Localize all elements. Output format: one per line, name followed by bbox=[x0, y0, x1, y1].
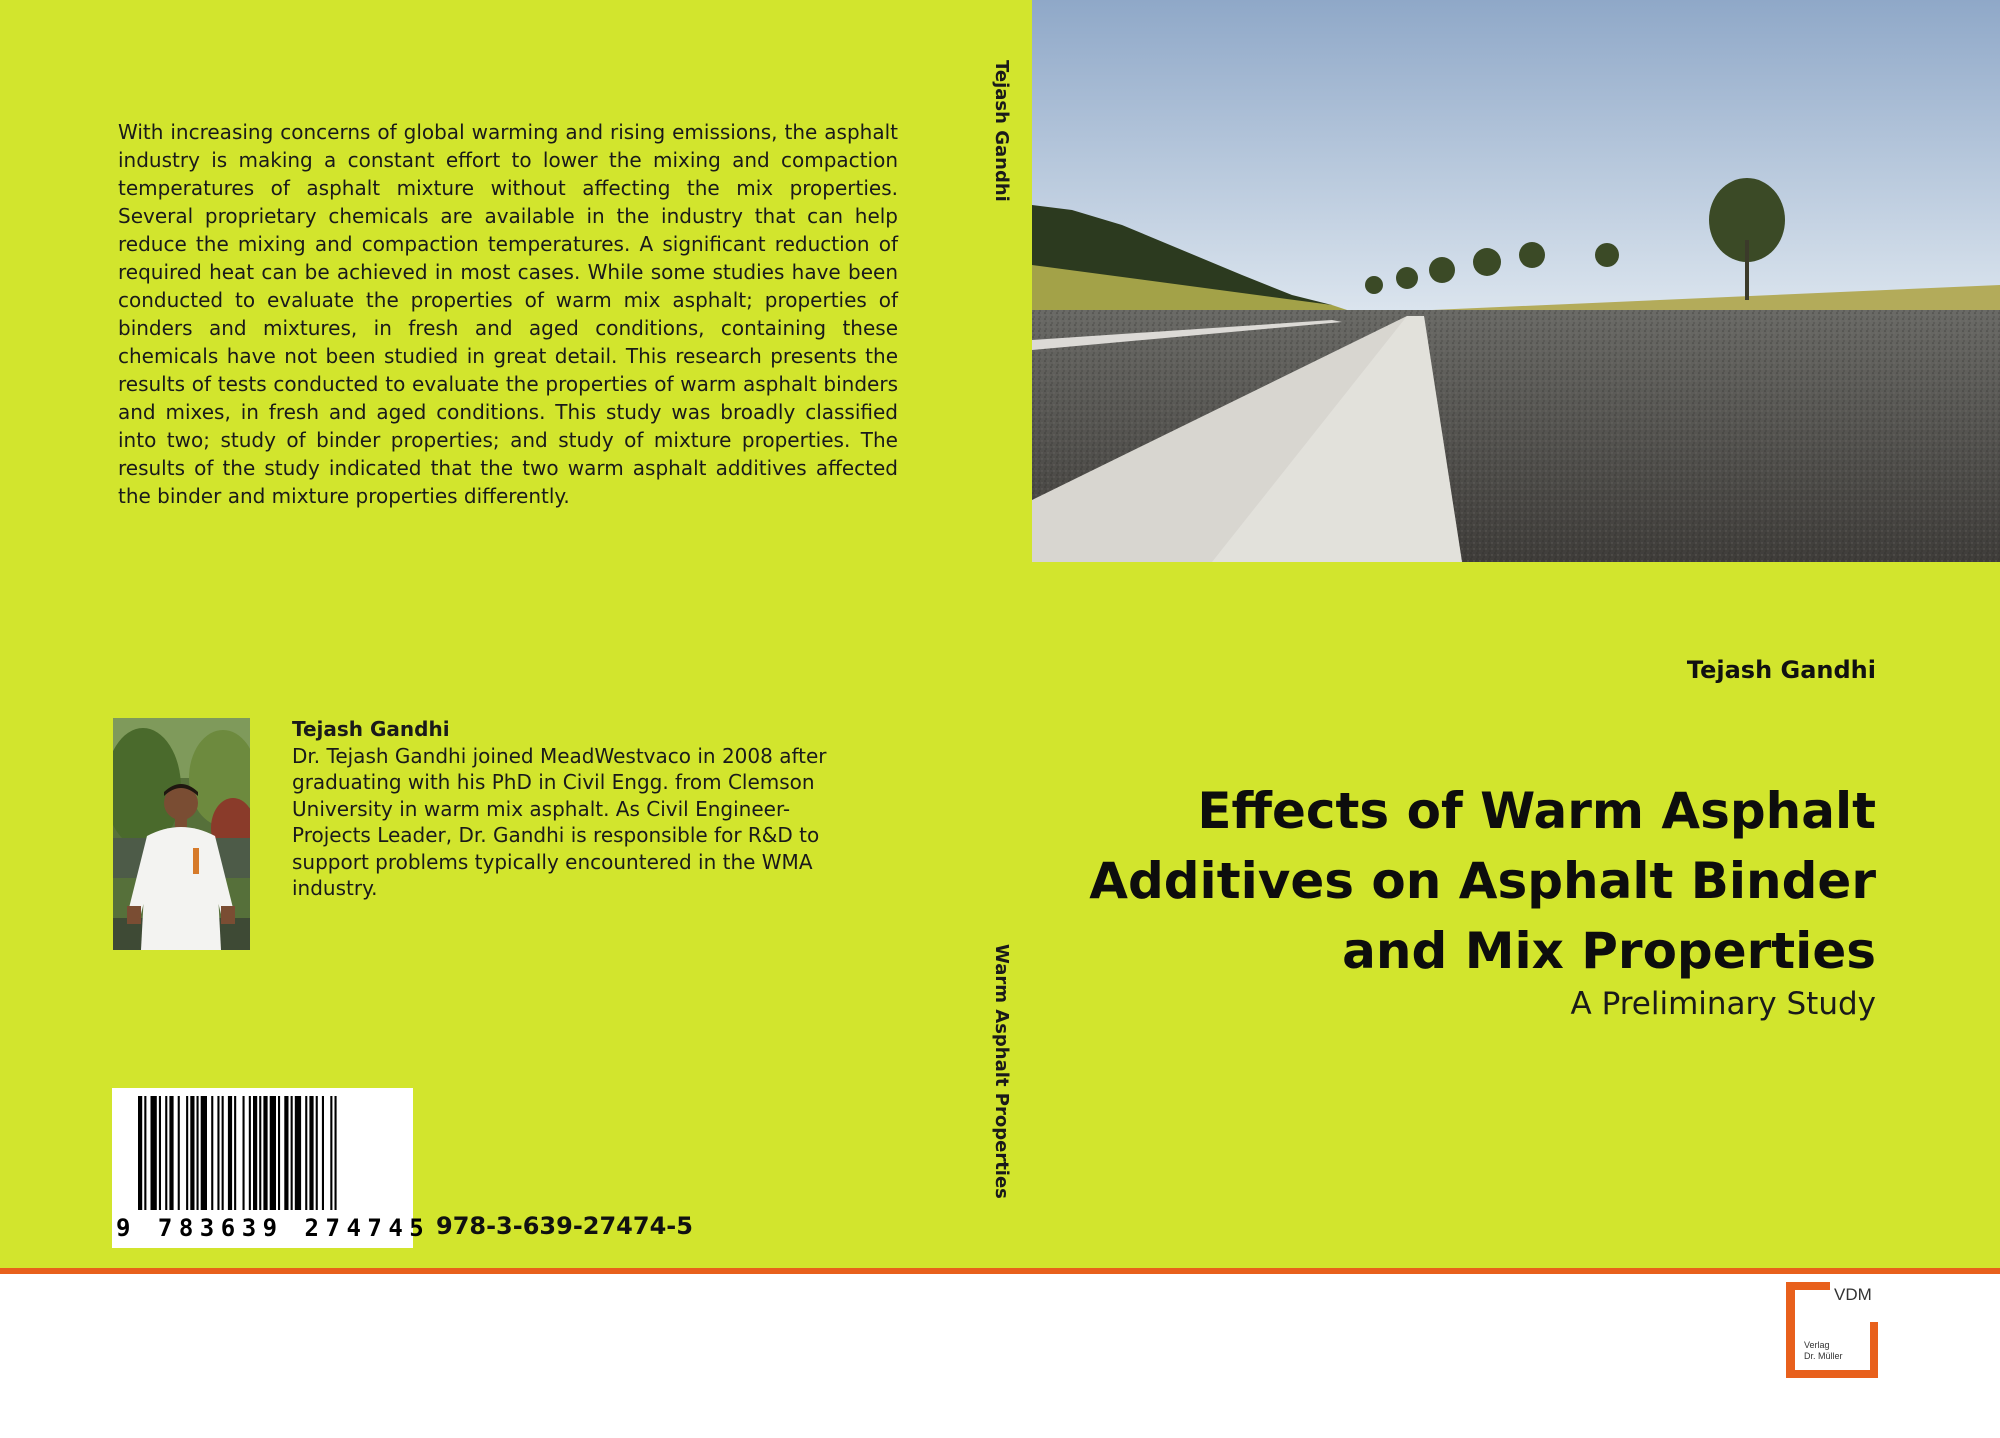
barcode-bar bbox=[291, 1096, 293, 1210]
barcode-bar bbox=[316, 1096, 318, 1210]
barcode-bar bbox=[151, 1096, 157, 1210]
barcode-bar bbox=[138, 1096, 142, 1210]
barcode-bar bbox=[309, 1096, 313, 1210]
barcode-bar bbox=[263, 1096, 267, 1210]
barcode-digits: 9 783639 274745 bbox=[116, 1214, 431, 1242]
barcode-bar bbox=[217, 1096, 219, 1210]
front-title-line: Effects of Warm Asphalt bbox=[1197, 782, 1876, 840]
bottom-strip bbox=[0, 1274, 2000, 1438]
barcode-bar bbox=[169, 1096, 173, 1210]
road-photo bbox=[1032, 0, 2000, 562]
barcode-bar bbox=[243, 1096, 245, 1210]
barcode-bar bbox=[249, 1096, 251, 1210]
barcode-bar bbox=[201, 1096, 207, 1210]
barcode-bar bbox=[322, 1096, 324, 1210]
barcode-bar bbox=[330, 1096, 332, 1210]
barcode-bar bbox=[190, 1096, 194, 1210]
barcode-bar bbox=[305, 1096, 307, 1210]
barcode-bar bbox=[284, 1096, 288, 1210]
barcode-bars bbox=[112, 1088, 413, 1212]
barcode-bar bbox=[335, 1096, 337, 1210]
vdm-logo-subtext: Dr. Müller bbox=[1804, 1351, 1843, 1361]
barcode-bar bbox=[144, 1096, 146, 1210]
front-title-line: and Mix Properties bbox=[1342, 922, 1876, 980]
barcode-bar bbox=[178, 1096, 180, 1210]
vdm-logo-text: VDM bbox=[1834, 1285, 1872, 1304]
back-author-name: Tejash Gandhi bbox=[292, 717, 450, 741]
spine-author: Tejash Gandhi bbox=[991, 60, 1012, 202]
barcode-bar bbox=[159, 1096, 161, 1210]
author-photo bbox=[113, 718, 250, 950]
barcode-bar bbox=[197, 1096, 199, 1210]
front-author: Tejash Gandhi bbox=[1686, 656, 1876, 684]
back-cover-blurb: With increasing concerns of global warming and rising emissions, the asphalt industry is making a constant effort to lower the mixing and compaction temperatures of asphalt mixture without affecting the mix properties. Several proprietary chemicals are available in the industry that can help reduce the mixing and compaction temperatures. A significant reduction of required heat can be achieved in most cases. While some studies have been conducted to evaluate the properties of warm mix asphalt; properties of binders and mixtures, in fresh and aged conditions, containing these chemicals have not been studied in great detail. This research presents the results of tests conducted to evaluate the properties of warm asphalt binders and mixes, in fresh and aged conditions. This study was broadly classified into two; study of binder properties; and study of mixture properties. The results of the study indicated that the two warm asphalt additives affected the binder and mixture properties differently. bbox=[118, 120, 898, 508]
barcode-bar bbox=[253, 1096, 257, 1210]
author-bio: Dr. Tejash Gandhi joined MeadWestvaco in 2008 after graduating with his PhD in Civil Engg. from Clemson University in warm mix asphalt. As Civil Engineer-Projects Leader, Dr. Gandhi is responsible for R&D to support problems typically encountered in the WMA industry. bbox=[292, 743, 827, 900]
front-subtitle: A Preliminary Study bbox=[1570, 986, 1876, 1022]
barcode bbox=[112, 1088, 431, 1248]
spine-title: Warm Asphalt Properties bbox=[991, 944, 1012, 1199]
isbn: 978-3-639-27474-5 bbox=[436, 1212, 693, 1240]
barcode-bar bbox=[278, 1096, 280, 1210]
vdm-logo bbox=[1786, 1282, 1878, 1378]
vdm-logo-subtext: Verlag bbox=[1804, 1340, 1830, 1350]
barcode-bar bbox=[211, 1096, 213, 1210]
barcode-bar bbox=[165, 1096, 167, 1210]
barcode-bar bbox=[228, 1096, 232, 1210]
front-title bbox=[976, 776, 1876, 986]
barcode-bar bbox=[295, 1096, 301, 1210]
author-bio-block bbox=[292, 716, 852, 902]
barcode-bar bbox=[259, 1096, 261, 1210]
barcode-bar bbox=[222, 1096, 224, 1210]
barcode-bar bbox=[234, 1096, 236, 1210]
front-title-line: Additives on Asphalt Binder bbox=[1089, 852, 1876, 910]
barcode-bar bbox=[270, 1096, 276, 1210]
barcode-bar bbox=[186, 1096, 188, 1210]
